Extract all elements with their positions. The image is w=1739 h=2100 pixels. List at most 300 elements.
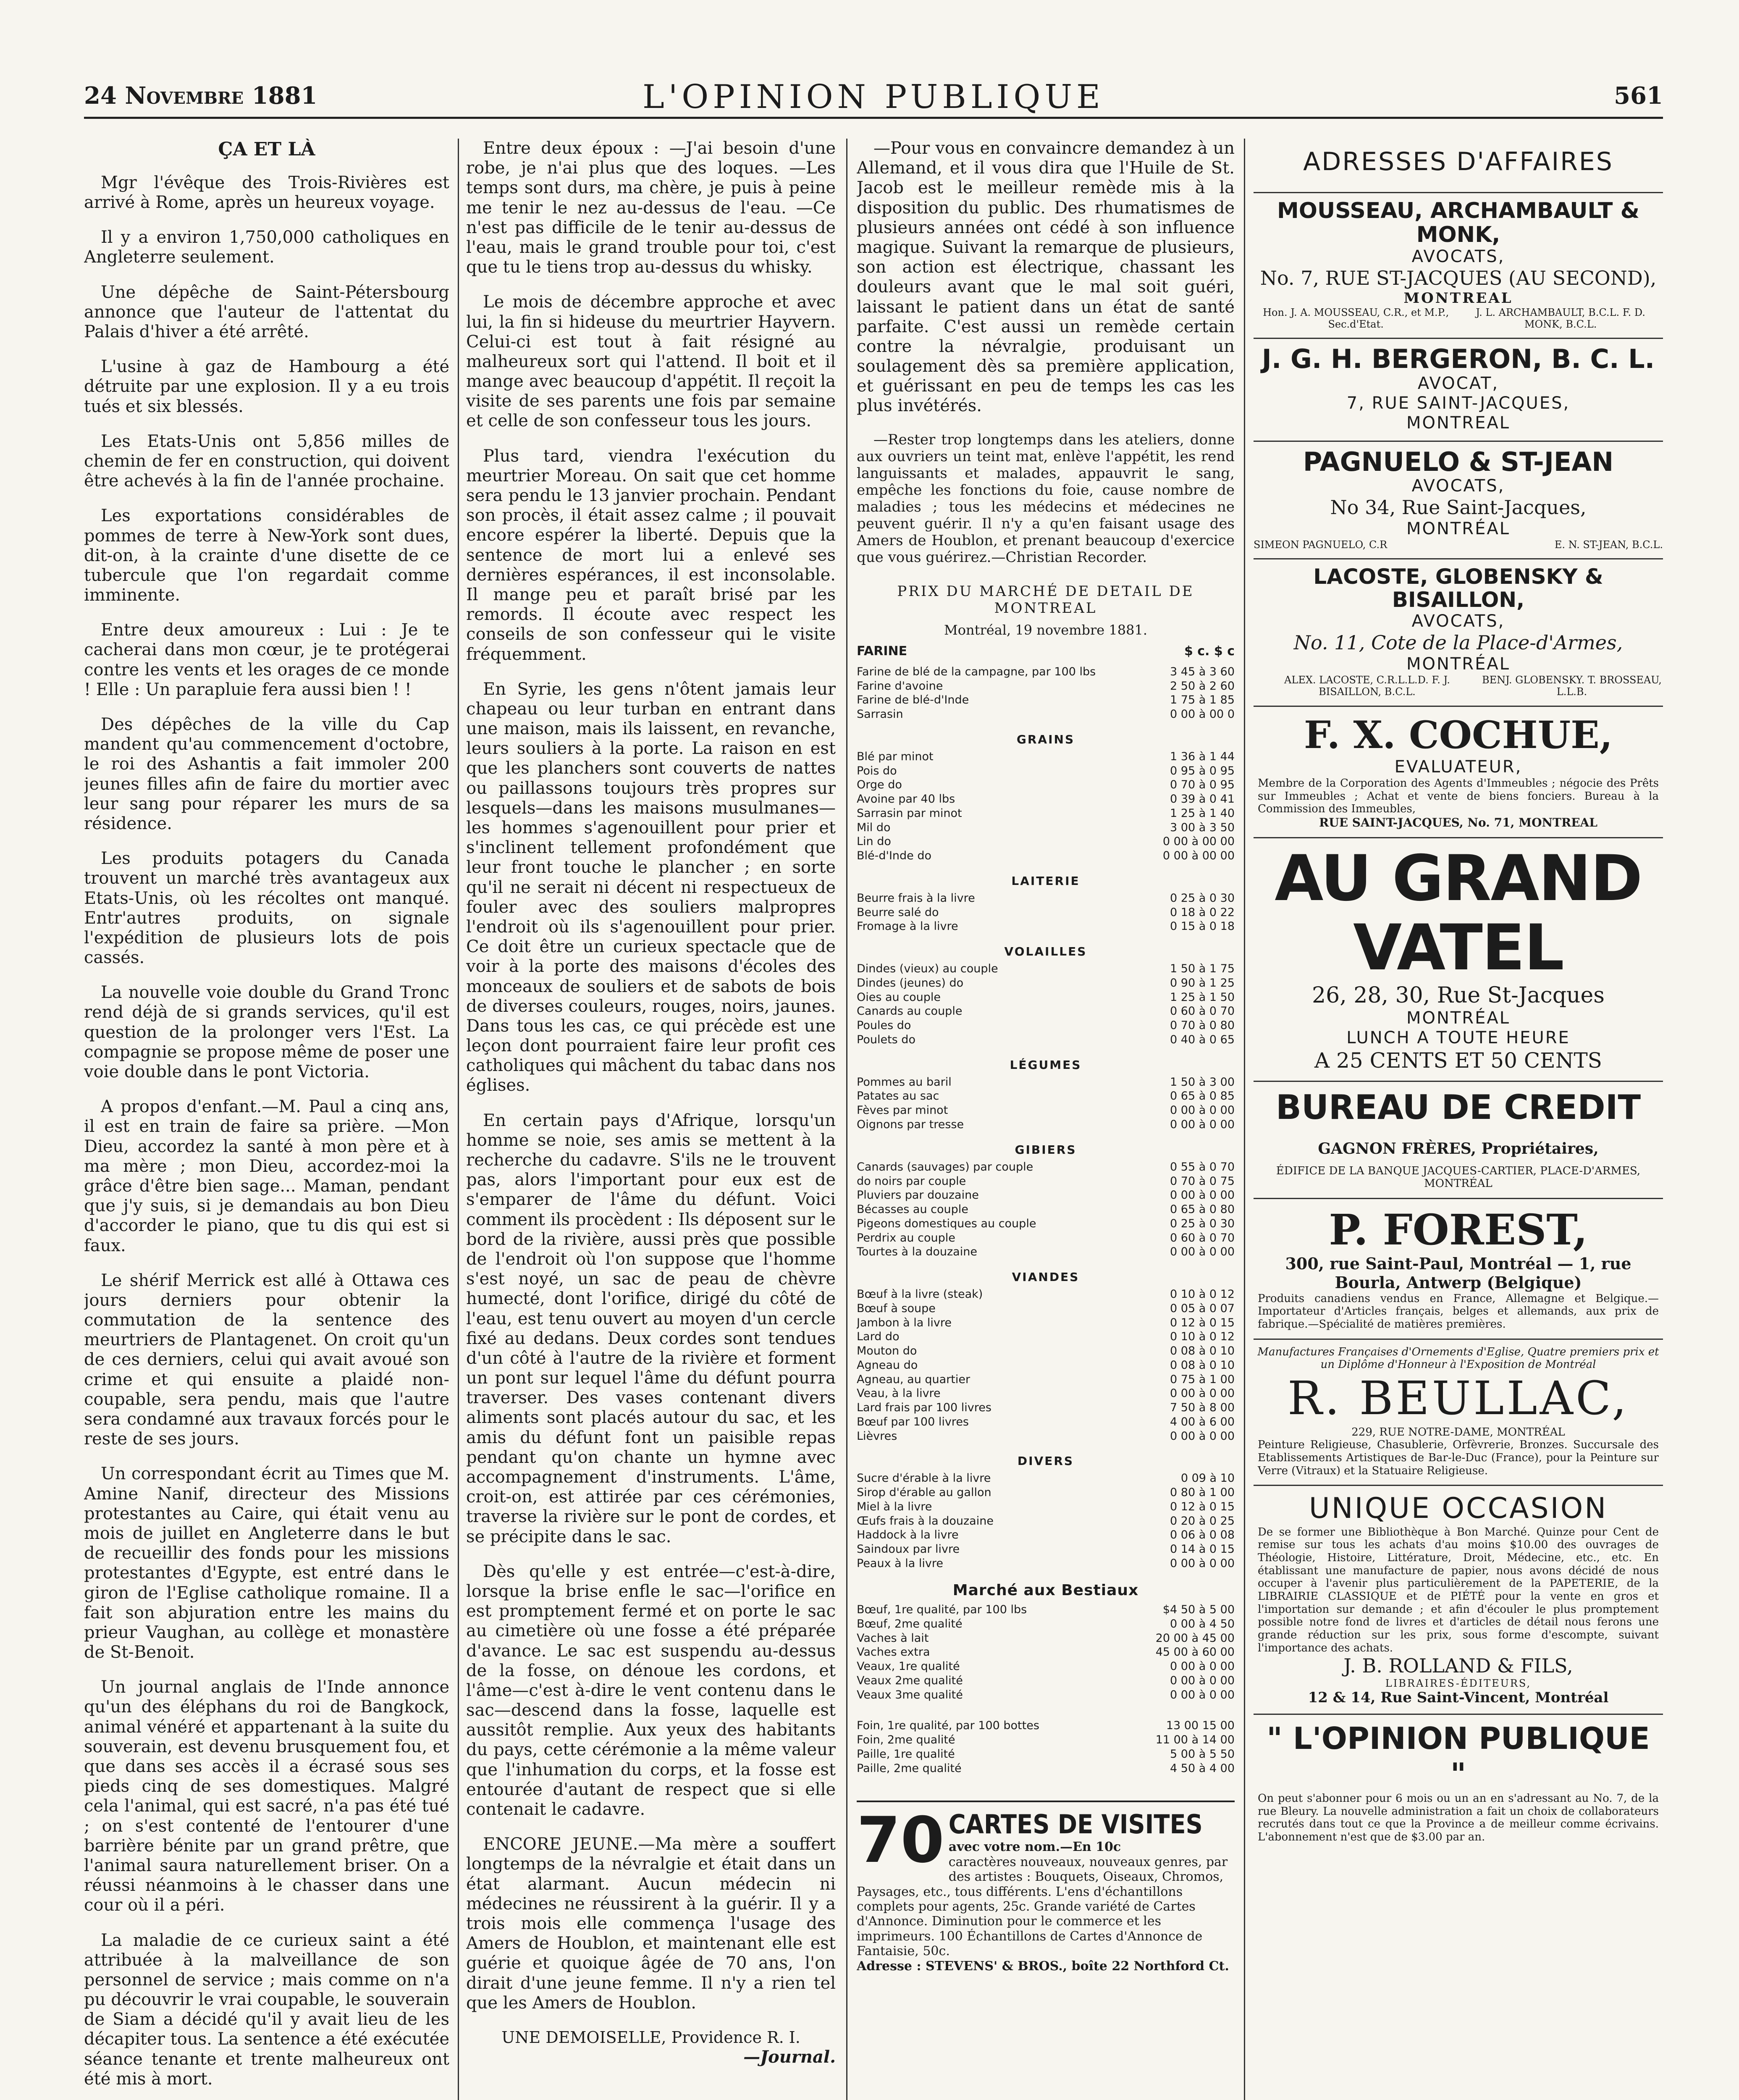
price-value: 0 00 à 0 00: [1170, 1118, 1235, 1131]
price-value: 0 00 à 0 00: [1170, 1387, 1235, 1400]
price-row: [857, 1330, 1235, 1344]
ad-address: 7, RUE SAINT-JACQUES,: [1346, 393, 1570, 413]
price-value: 0 15 à 0 18: [1170, 920, 1235, 933]
price-item: Fromage à la livre: [857, 920, 958, 933]
ad-name: MOUSSEAU, ARCHAMBAULT & MONK,: [1277, 198, 1639, 247]
price-item: Lin do: [857, 835, 891, 848]
masthead: [84, 78, 1663, 116]
ad-name: " L'OPINION PUBLIQUE ": [1267, 1721, 1650, 1792]
price-row: [857, 1415, 1235, 1429]
price-row: [857, 1645, 1235, 1659]
ad-cochue: [1254, 707, 1663, 838]
ad-city: MONTRÉAL: [1406, 519, 1511, 538]
price-item: Pluviers par douzaine: [857, 1189, 979, 1202]
ad-city: MONTRÉAL: [1406, 1008, 1511, 1028]
ad-partners-right: E. N. ST-JEAN, B.C.L.: [1554, 538, 1663, 551]
price-value: 0 80 à 1 00: [1170, 1486, 1235, 1499]
price-row: [857, 1528, 1235, 1542]
price-item: Canards au couple: [857, 1005, 963, 1018]
price-row: [857, 1118, 1235, 1132]
price-row: [857, 1386, 1235, 1401]
price-row: [857, 693, 1235, 707]
grains-heading: GRAINS: [1016, 732, 1075, 746]
price-item: Pois do: [857, 764, 897, 777]
viandes-heading: VIANDES: [1012, 1270, 1080, 1284]
news-item: Un journal anglais de l'Inde annonce qu'un des éléphans du roi de Bangkock, animal vénéré et appartenant à la suite du souverain, est devenu brusquement fou, et que dans ses accès il a écrasé sous ses pieds cinq de ses domestiques. Malgré cela l'animal, qui est sacré, n'a pas été tué ; on s'est contenté de l'entourer d'une barrière bénite par un grand prêtre, que l'animal saura naturellement briser. On a réussi néanmoins à le chasser dans une cour où il a péri.: [84, 1677, 449, 1915]
ad-name: BUREAU DE CREDIT: [1275, 1087, 1641, 1127]
price-value: 0 00 à 0 00: [1170, 1557, 1235, 1570]
price-item: Paille, 2me qualité: [857, 1761, 962, 1775]
price-value: 20 00 à 45 00: [1155, 1631, 1235, 1645]
ad-body: On peut s'abonner pour 6 mois ou un an en s'adressant au No. 7, de la rue Bleury. La nouvelle administration a fait un choix de collaborateurs recrutés dans tout ce que la Province a de meilleur comme écrivains. L'abonnement n'est que de $3.00 par an.: [1258, 1792, 1659, 1843]
price-value: 0 25 à 0 30: [1170, 1217, 1235, 1230]
legumes-table: [857, 1075, 1235, 1132]
news-item: La maladie de ce curieux saint a été attribuée à la malveillance de son personnel de service ; mais comme on n'a pu découvrir le vrai coupable, le souverain de Siam a décidé qu'il y avait lieu de les décapiter tous. La sentence a été exécutée séance tenante et trente malheureux ont été mis à mort.: [84, 1930, 449, 2089]
testimonial-signature: UNE DEMOISELLE, Providence R. I.: [501, 2028, 800, 2047]
price-value: 0 06 à 0 08: [1170, 1528, 1235, 1542]
ad-address: No. 7, RUE ST-JACQUES (AU SECOND),: [1260, 267, 1657, 290]
price-row: [857, 1174, 1235, 1189]
cartes-body: caractères nouveaux, nouveaux genres, par des artistes : Bouquets, Oiseaux, Chromos, Paysages, etc., tous différents. L'ens d'échantillons complets pour agents, 25c. Grande variété de Cartes d'Annonce. Diminution pour le commerce et les imprimeurs. 100 Échantillons de Cartes d'Annonce de Fantaisie, 50c.: [857, 1854, 1228, 1959]
ad-role: AVOCATS,: [1411, 612, 1505, 631]
price-item: Jambon à la livre: [857, 1316, 952, 1329]
ad-price: A 25 CENTS ET 50 CENTS: [1314, 1048, 1602, 1073]
price-row: [857, 1202, 1235, 1217]
news-item: Le mois de décembre approche et avec lui, la fin si hideuse du meurtrier Hayvern. Celui-ci est tout à fait résigné au malheureux sort qui l'attend. Il boit et il mange avec beaucoup d'appétit. Il reçoit la visite de ses parents une fois par semaine et celle de son confesseur tous les jours.: [466, 292, 836, 431]
price-item: Veau, à la livre: [857, 1387, 941, 1400]
news-item: —Rester trop longtemps dans les ateliers, donne aux ouvriers un teint mat, enlève l'appétit, les rend languissants et malades, appauvrit le sang, empêche les fonctions du foie, cause nombre de maladies ; tous les médecins et médecines ne peuvent guérir. Il n'y a qu'en faisant usage des Amers de Houblon, et prenant beaucoup d'exercice que vous guérirez.—Christian Recorder.: [857, 431, 1235, 566]
price-item: Œufs frais à la douzaine: [857, 1514, 994, 1528]
divers-heading: DIVERS: [1017, 1454, 1074, 1468]
price-value: 0 40 à 0 65: [1170, 1033, 1235, 1046]
price-value: 0 65 à 0 80: [1170, 1203, 1235, 1216]
ad-name: J. G. H. BERGERON, B. C. L.: [1262, 344, 1655, 375]
price-row: [857, 707, 1235, 722]
price-row: [857, 1004, 1235, 1018]
news-item: Plus tard, viendra l'exécution du meurtrier Moreau. On sait que cet homme sera pendu le 13 janvier prochain. Pendant son procès, il était assez calme ; il pouvait encore espérer la liberté. Depuis que la sentence de mort lui a enlevé ses dernières espérances, il est inconsolable. Il mange peu et paraît brisé par les remords. Il écoute avec respect les conseils de son confesseur qui le visite fréquemment.: [466, 446, 836, 664]
price-row: [857, 764, 1235, 778]
price-item: Sirop d'érable au gallon: [857, 1486, 991, 1499]
price-item: Bœuf, 1re qualité, par 100 lbs: [857, 1603, 1027, 1617]
ad-name: AU GRAND VATEL: [1275, 842, 1642, 984]
farine-header: [857, 644, 1235, 659]
price-row: [857, 906, 1235, 920]
price-value: 0 00 à 0 00: [1170, 1674, 1235, 1687]
price-value: 0 70 à 0 75: [1170, 1174, 1235, 1188]
news-item: Les exportations considérables de pommes de terre à New-York sont dues, dit-on, à la crainte d'une disette de ce tubercule que l'on regardait comme imminente.: [84, 506, 449, 605]
price-value: 0 12 à 0 15: [1170, 1316, 1235, 1329]
price-item: Avoine par 40 lbs: [857, 793, 955, 806]
price-value: 0 39 à 0 41: [1170, 793, 1235, 806]
cartes-side-note: avec votre nom.—En 10c: [948, 1840, 1121, 1855]
currency-header: $ c. $ c: [1184, 644, 1235, 659]
ad-bureau-credit: [1254, 1082, 1663, 1199]
market-prices-title: PRIX DU MARCHÉ DE DETAIL DE MONTREAL: [897, 583, 1194, 617]
price-value: 0 90 à 1 25: [1170, 976, 1235, 990]
news-item: Un correspondant écrit au Times que M. Amine Nanif, directeur des Missions protestantes au Caire, qui était venu au mois de juillet en Angleterre dans le but de recueillir des fonds pour les missions protestantes d'Egypte, est entré dans le giron de l'Eglise catholique romaine. Il a fait son abjuration entre les mains du prieur Vaughan, au collège et monastère de St-Benoit.: [84, 1464, 449, 1662]
price-item: Mil do: [857, 821, 891, 834]
price-value: 1 36 à 1 44: [1170, 750, 1235, 763]
column-4-business-directory: [1254, 139, 1663, 2100]
price-item: Patates au sac: [857, 1089, 939, 1103]
news-item: Entre deux amoureux : Lui : Je te cacherai dans mon cœur, je te protégerai contre les vents et les orages de ce monde ! Elle : Un parapluie fera aussi bien ! !: [84, 620, 449, 699]
ad-role: AVOCATS,: [1411, 476, 1505, 496]
price-value: 7 50 à 8 00: [1170, 1401, 1235, 1415]
newspaper-title: L'OPINION PUBLIQUE: [643, 78, 1104, 116]
price-value: 0 00 à 4 50: [1170, 1617, 1235, 1630]
price-item: Poulets do: [857, 1033, 915, 1046]
price-value: 1 75 à 1 85: [1170, 693, 1235, 707]
price-item: Bécasses au couple: [857, 1203, 968, 1216]
news-item: En certain pays d'Afrique, lorsqu'un homme se noie, ses amis se mettent à la recherche du cadavre. S'ils ne le trouvent pas, alors l'important pour eux est de s'emparer de l'âme du défunt. Voici comment ils procèdent : Ils déposent sur le bord de la rivière, aussi près que possible de l'endroit où l'on suppose que l'homme s'est noyé, un sac de peau de chèvre humecté, dont l'orifice, dirigé du côté de l'eau, est tenu ouvert au moyen d'un cercle fixé au dedans. Deux cordes sont tendues d'un côté à l'autre de la rivière et forment un pont sur lequel l'âme du défunt pourra traverser. Des vases contenant divers aliments sont placés autour du sac, et les amis du défunt font un paisible repas pendant qu'on chante un hymne avec accompagnement d'instruments. L'âme, croit-on, est attirée par ces cérémonies, traverse la rivière sur le pont de cordes, et se précipite dans le sac.: [466, 1110, 836, 1546]
laiterie-heading: LAITERIE: [1011, 874, 1080, 888]
price-item: Sarrasin par minot: [857, 806, 962, 820]
price-row: [857, 1373, 1235, 1387]
ad-city: MONTREAL: [1403, 289, 1513, 307]
price-item: Sucre d'érable à la livre: [857, 1472, 991, 1485]
price-item: Pigeons domestiques au couple: [857, 1217, 1036, 1230]
price-item: Farine d'avoine: [857, 679, 943, 693]
cartes-de-visites-ad: [857, 1801, 1235, 1974]
price-row: [857, 1659, 1235, 1674]
price-row: [857, 1514, 1235, 1528]
price-row: [857, 891, 1235, 906]
issue-date: 24 Novembre 1881: [84, 82, 317, 110]
price-row: [857, 1033, 1235, 1047]
price-row: [857, 1617, 1235, 1631]
price-value: 0 12 à 0 15: [1170, 1500, 1235, 1513]
ad-lunch: LUNCH A TOUTE HEURE: [1346, 1028, 1570, 1048]
ad-proprietors: GAGNON FRÈRES, Propriétaires,: [1318, 1140, 1599, 1158]
price-item: Dindes (jeunes) do: [857, 976, 964, 990]
price-item: Bœuf à soupe: [857, 1302, 936, 1315]
ad-forest: [1254, 1199, 1663, 1340]
price-item: Foin, 2me qualité: [857, 1733, 955, 1747]
price-value: $4 50 à 5 00: [1162, 1603, 1235, 1617]
news-item: Mgr l'évêque des Trois-Rivières est arrivé à Rome, après un heureux voyage.: [84, 173, 449, 213]
price-item: Lard frais par 100 livres: [857, 1401, 991, 1415]
cartes-number: 70: [857, 1804, 944, 1877]
news-item: Entre deux époux : —J'ai besoin d'une robe, je n'ai plus que des loques. —Les temps sont durs, ma chère, je puis à peine me tenir le nez au-dessus de l'eau. —Ce n'est pas difficile de le tenir au-dessus de l'eau, mais le grand trouble pour toi, c'est que tu le tiens trop au-dessus du whisky.: [466, 139, 836, 277]
price-row: [857, 962, 1235, 976]
price-value: 1 50 à 3 00: [1170, 1075, 1235, 1089]
price-value: 0 55 à 0 70: [1170, 1160, 1235, 1173]
gibiers-heading: GIBIERS: [1015, 1142, 1077, 1157]
price-value: 0 00 à 00 00: [1162, 849, 1235, 863]
news-item: La nouvelle voie double du Grand Tronc rend déjà de si grands services, qu'il est question de la prolonger vers l'Est. La compagnie se propose même de poser une voie double dans le pont Victoria.: [84, 983, 449, 1082]
price-item: Tourtes à la douzaine: [857, 1245, 977, 1259]
price-row: [857, 1747, 1235, 1761]
price-item: Beurre salé do: [857, 906, 939, 919]
price-row: [857, 1160, 1235, 1174]
price-row: [857, 778, 1235, 792]
news-item: Les Etats-Unis ont 5,856 milles de chemin de fer en construction, qui doivent être achevés à la fin de l'année prochaine.: [84, 431, 449, 491]
price-item: Saindoux par livre: [857, 1543, 960, 1556]
bestiaux-heading: Marché aux Bestiaux: [952, 1581, 1139, 1599]
price-value: 0 05 à 0 07: [1170, 1302, 1235, 1315]
price-row: [857, 919, 1235, 934]
price-row: [857, 1557, 1235, 1571]
ad-beullac: [1254, 1340, 1663, 1486]
price-row: [857, 835, 1235, 849]
price-item: Miel à la livre: [857, 1500, 932, 1513]
price-value: 4 50 à 4 00: [1170, 1761, 1235, 1775]
price-value: 0 75 à 1 00: [1170, 1373, 1235, 1386]
price-item: Oies au couple: [857, 990, 941, 1004]
price-value: 2 50 à 2 60: [1170, 679, 1235, 693]
price-row: [857, 1287, 1235, 1302]
ad-role: LIBRAIRES-ÉDITEURS,: [1385, 1677, 1532, 1689]
ad-partners-left: SIMEON PAGNUELO, C.R: [1254, 538, 1388, 551]
price-row: [857, 665, 1235, 679]
price-item: Blé par minot: [857, 750, 934, 763]
page-number: 561: [1614, 82, 1663, 110]
price-item: Peaux à la livre: [857, 1557, 944, 1570]
price-item: Canards (sauvages) par couple: [857, 1160, 1033, 1173]
price-item: Veaux, 1re qualité: [857, 1660, 960, 1673]
ad-lacoste: [1254, 559, 1663, 706]
ad-city: MONTREAL: [1406, 413, 1511, 433]
price-row: [857, 806, 1235, 821]
volailles-table: [857, 962, 1235, 1047]
price-value: 3 45 à 3 60: [1170, 665, 1235, 678]
news-item: Des dépêches de la ville du Cap mandent qu'au commencement d'octobre, le roi des Ashantis a fait immoler 200 jeunes filles afin de faire du mortier avec leur sang pour réparer les murs de sa résidence.: [84, 715, 449, 833]
price-value: 0 00 à 0 00: [1170, 1104, 1235, 1117]
ad-address: ÉDIFICE DE LA BANQUE JACQUES-CARTIER, PLACE-D'ARMES, MONTRÉAL: [1276, 1164, 1641, 1190]
volailles-heading: VOLAILLES: [1004, 945, 1087, 959]
price-row: [857, 1245, 1235, 1259]
price-item: Foin, 1re qualité, par 100 bottes: [857, 1719, 1039, 1732]
price-value: 0 60 à 0 70: [1170, 1005, 1235, 1018]
price-row: [857, 1302, 1235, 1316]
price-row: [857, 1631, 1235, 1646]
farine-label: FARINE: [857, 644, 908, 659]
ad-partners: [1254, 674, 1663, 698]
ad-address: 229, RUE NOTRE-DAME, MONTRÉAL: [1351, 1425, 1565, 1438]
price-item: Farine de blé de la campagne, par 100 lbs: [857, 665, 1096, 678]
news-item: —Pour vous en convaincre demandez à un Allemand, et il vous dira que l'Huile de St. Jacob est le meilleur remède mis à la disposition du public. Des rhumatismes de plusieurs années ont cédé à son influence magique. Suivant la remarque de plusieurs, son action est électrique, chassant les douleurs avant que le mal soit guéri, laissant le patient dans un état de santé parfaite. C'est aussi un remède certain contre la névralgie, produisant un soulagement dès sa première application, et guérissant en peu de temps les cas les plus invétérés.: [857, 139, 1235, 416]
price-item: Bœuf par 100 livres: [857, 1415, 969, 1428]
ad-body: De se former une Bibliothèque à Bon Marché. Quinze pour Cent de remise sur tous les achats d'au moins $10.00 des ouvrages de Théologie, Histoire, Littérature, Droit, Médecine, etc., etc. En établissant une manufacture de papier, nous avons décidé de nous occuper à l'avenir plus particulièrement de la PAPETERIE, de la LIBRAIRIE CLASSIQUE et de PIÉTÉ pour la vente en gros et l'importation sur demande ; et afin d'écouler le plus promptement possible notre fond de livres et d'articles de détail nous ferons une grande réduction sur les prix, sous forme d'escompte, suivant l'importance des achats.: [1258, 1525, 1659, 1654]
price-value: 0 65 à 0 85: [1170, 1089, 1235, 1103]
price-item: Veaux 2me qualité: [857, 1674, 963, 1687]
price-value: 0 10 à 0 12: [1170, 1330, 1235, 1344]
ad-pagnuelo: [1254, 442, 1663, 559]
price-value: 0 20 à 0 25: [1170, 1514, 1235, 1528]
price-row: [857, 821, 1235, 835]
news-item: Le shérif Merrick est allé à Ottawa ces jours derniers pour obtenir la commutation de la sentence des meurtriers de Plantagenet. On croit qu'un de ces derniers, celui qui avait avoué son crime et qui ensuite a plaidé non-coupable, sera pendu, mais que l'autre sera condamné aux travaux forcés pour le reste de ses jours.: [84, 1270, 449, 1449]
price-item: Pommes au baril: [857, 1075, 952, 1089]
price-row: [857, 1344, 1235, 1358]
price-value: 0 00 à 0 00: [1170, 1245, 1235, 1259]
price-item: Vaches à lait: [857, 1631, 929, 1645]
legumes-heading: LÉGUMES: [1010, 1058, 1082, 1072]
price-row: [857, 1075, 1235, 1089]
price-row: [857, 976, 1235, 990]
grains-table: [857, 750, 1235, 863]
price-item: Dindes (vieux) au couple: [857, 962, 998, 976]
price-row: [857, 1316, 1235, 1330]
news-item: Dès qu'elle y est entrée—c'est-à-dire, lorsque la brise enfle le sac—l'orifice en est promptement fermé et on porte le sac au cimetière où une fosse a été préparée d'avance. Le sac est suspendu au-dessus de la fosse, on dénoue les cordons, et l'âme—c'est à-dire le vent contenu dans le sac—descend dans la fosse, laquelle est aussitôt remplie. Aux yeux des habitants du pays, cette cérémonie a la même valeur que l'inhumation du corps, et la fosse est entourée d'autant de respect que si elle contenait le cadavre.: [466, 1562, 836, 1819]
price-item: Bœuf à la livre (steak): [857, 1288, 983, 1301]
price-value: 0 00 à 00 0: [1170, 708, 1235, 721]
price-value: 0 00 à 0 00: [1170, 1189, 1235, 1202]
price-row: [857, 1103, 1235, 1118]
news-item: L'usine à gaz de Hambourg a été détruite par une explosion. Il y a eu trois tués et six blessés.: [84, 357, 449, 416]
ad-address: No 34, Rue Saint-Jacques,: [1330, 496, 1587, 519]
ad-address: 12 & 14, Rue Saint-Vincent, Montréal: [1308, 1689, 1609, 1706]
ad-name: R. BEULLAC,: [1287, 1371, 1629, 1425]
column-divider: [846, 139, 847, 2100]
price-value: 0 95 à 0 95: [1170, 764, 1235, 777]
price-value: 0 60 à 0 70: [1170, 1231, 1235, 1244]
ad-partners-right: BENJ. GLOBENSKY. T. BROSSEAU, L.L.B.: [1482, 674, 1662, 698]
ad-role: EVALUATEUR,: [1394, 757, 1522, 777]
price-value: 0 70 à 0 95: [1170, 778, 1235, 792]
price-row: [857, 1231, 1235, 1245]
farine-table: [857, 665, 1235, 722]
price-value: 0 09 à 10: [1180, 1472, 1235, 1485]
price-item: do noirs par couple: [857, 1174, 966, 1188]
price-row: [857, 1733, 1235, 1747]
price-item: Blé-d'Inde do: [857, 849, 932, 863]
price-row: [857, 1089, 1235, 1103]
ad-partners-right: J. L. ARCHAMBAULT, B.C.L. F. D. MONK, B.C.L.: [1476, 306, 1645, 331]
price-row: [857, 1674, 1235, 1688]
cartes-title: CARTES DE VISITES: [948, 1809, 1203, 1840]
column-divider: [1244, 139, 1245, 2100]
ad-opinion-publique: [1254, 1715, 1663, 1851]
section-heading: ÇA ET LÀ: [218, 139, 315, 160]
news-item: En Syrie, les gens n'ôtent jamais leur chapeau ou leur turban en entrant dans une maison, mais ils laissent, en revanche, leurs souliers à la porte. La raison en est que les planchers sont couverts de nattes ou paillassons toujours très propres sur lesquels—dans les maisons musulmanes—les hommes s'agenouillent pour prier et s'inclinent tellement profondément que leur front touche le plancher ; en sorte qu'il ne serait ni décent ni respectueux de fouler avec des souliers malpropres l'endroit où ils s'agenouillent pour prier. Ce doit être un curieux spectacle que de voir à la porte des maisons d'écoles des monceaux de souliers et de sabots de bois de diverses couleurs, rouges, noirs, jaunes. Dans tous les cas, ce qui précède est une leçon dont pourraient faire leur profit ces catholiques qui mâchent du tabac dans nos églises.: [466, 679, 836, 1095]
price-item: Poules do: [857, 1019, 911, 1032]
column-2: [466, 139, 836, 2100]
price-row: [857, 1603, 1235, 1617]
ad-mousseau: [1254, 193, 1663, 339]
price-row: [857, 679, 1235, 693]
price-value: 0 00 à 00 00: [1162, 835, 1235, 848]
ad-address: 26, 28, 30, Rue St-Jacques: [1312, 982, 1605, 1008]
price-row: [857, 1500, 1235, 1514]
ad-body: Produits canadiens vendus en France, Allemagne et Belgique.—Importateur d'Articles français, belges et allemands, aux prix de fabrique.—Spécialité de matières premières.: [1258, 1292, 1659, 1331]
ad-body: Membre de la Corporation des Agents d'Immeubles ; négocie des Prêts sur Immeubles ; Achat et vente de biens fonciers. Bureau à la Commission des Immeubles,: [1258, 777, 1659, 816]
price-row: [857, 1358, 1235, 1373]
price-value: 0 00 à 0 00: [1170, 1688, 1235, 1701]
ad-address: 300, rue Saint-Paul, Montréal — 1, rue Bourla, Antwerp (Belgique): [1285, 1254, 1631, 1292]
testimonial-source: —Journal.: [743, 2047, 836, 2067]
ad-preamble: Manufactures Françaises d'Ornements d'Eglise, Quatre premiers prix et un Diplôme d'Honneur à l'Exposition de Montréal: [1257, 1345, 1659, 1371]
news-item: Les produits potagers du Canada trouvent un marché très avantageux aux Etats-Unis, où les récoltes ont manqué. Entr'autres produits, on signale l'expédition de plusieurs lots de pois cassés.: [84, 849, 449, 968]
ad-role: AVOCAT,: [1417, 373, 1499, 393]
price-row: [857, 792, 1235, 806]
ad-body: Peinture Religieuse, Chasublerie, Orfèvrerie, Bronzes. Succursale des Etablissements Artistiques de Bar-le-Duc (France), pour la Peinture sur Verre (Vitraux) et la Statuaire Religieuse.: [1258, 1438, 1659, 1477]
price-row: [857, 1719, 1235, 1733]
price-value: 0 14 à 0 15: [1170, 1543, 1235, 1556]
price-row: [857, 1018, 1235, 1033]
price-value: 0 00 à 0 00: [1170, 1660, 1235, 1673]
price-row: [857, 1401, 1235, 1415]
gibiers-table: [857, 1160, 1235, 1259]
price-row: [857, 1486, 1235, 1500]
column-1: [84, 139, 449, 2100]
column-divider: [458, 139, 459, 2100]
price-item: Mouton do: [857, 1344, 917, 1358]
ad-address: No. 11, Cote de la Place-d'Armes,: [1293, 631, 1623, 654]
price-item: Haddock à la livre: [857, 1528, 959, 1542]
price-row: [857, 1188, 1235, 1202]
price-row: [857, 1688, 1235, 1702]
price-item: Paille, 1re qualité: [857, 1747, 955, 1761]
price-value: 5 00 à 5 50: [1170, 1747, 1235, 1761]
price-value: 11 00 à 14 00: [1155, 1733, 1235, 1747]
bestiaux-table: [857, 1603, 1235, 1702]
ad-partners-left: ALEX. LACOSTE, C.R.L.L.D. F. J. BISAILLON, B.C.L.: [1284, 674, 1450, 698]
ad-name: LACOSTE, GLOBENSKY & BISAILLON,: [1313, 564, 1603, 612]
header-rule: [84, 117, 1663, 119]
price-row: [857, 1542, 1235, 1557]
price-value: 0 08 à 0 10: [1170, 1344, 1235, 1358]
ad-city: MONTRÉAL: [1406, 654, 1511, 674]
news-item: A propos d'enfant.—M. Paul a cinq ans, il est en train de faire sa prière. —Mon Dieu, accordez la santé à mon père et à ma mère ; mon Dieu, accordez-moi la grâce d'être bien sage... Maman, pendant que j'y suis, si je demandais au bon Dieu d'accorder le piano, que tu dis qui est si faux.: [84, 1097, 449, 1255]
directory-title: ADRESSES D'AFFAIRES: [1254, 139, 1663, 193]
ad-bergeron: [1254, 339, 1663, 442]
price-row: [857, 750, 1235, 764]
ad-name: UNIQUE OCCASION: [1309, 1492, 1608, 1525]
price-row: [857, 849, 1235, 863]
ad-unique-occasion: [1254, 1486, 1663, 1715]
price-item: Perdrix au couple: [857, 1231, 955, 1244]
price-item: Beurre frais à la livre: [857, 891, 975, 905]
foin-table: [857, 1719, 1235, 1775]
price-item: Bœuf, 2me qualité: [857, 1617, 963, 1630]
price-value: 3 00 à 3 50: [1170, 821, 1235, 834]
viandes-table: [857, 1287, 1235, 1443]
price-item: Agneau do: [857, 1358, 918, 1372]
price-value: 45 00 à 60 00: [1155, 1646, 1235, 1659]
price-item: Lièvres: [857, 1429, 897, 1443]
market-date: Montréal, 19 novembre 1881.: [944, 622, 1147, 638]
price-row: [857, 990, 1235, 1005]
ad-name: F. X. COCHUE,: [1304, 712, 1613, 757]
ad-name: P. FOREST,: [1329, 1205, 1588, 1255]
price-item: Orge do: [857, 778, 902, 792]
price-value: 4 00 à 6 00: [1170, 1415, 1235, 1428]
price-value: 13 00 15 00: [1166, 1719, 1235, 1732]
price-item: Sarrasin: [857, 708, 903, 721]
ad-role: AVOCATS,: [1411, 247, 1505, 267]
price-value: 0 18 à 0 22: [1170, 906, 1235, 919]
ad-partners-left: Hon. J. A. MOUSSEAU, C.R., et M.P., Sec.d'Etat.: [1263, 306, 1449, 331]
price-item: Farine de blé-d'Inde: [857, 693, 969, 707]
price-value: 0 08 à 0 10: [1170, 1358, 1235, 1372]
divers-table: [857, 1471, 1235, 1570]
ad-partners: [1254, 539, 1663, 551]
price-value: 0 00 à 0 00: [1170, 1429, 1235, 1443]
news-item: Il y a environ 1,750,000 catholiques en Angleterre seulement.: [84, 228, 449, 267]
price-item: Veaux 3me qualité: [857, 1688, 963, 1701]
price-value: 1 25 à 1 50: [1170, 990, 1235, 1004]
price-row: [857, 1429, 1235, 1444]
price-value: 0 70 à 0 80: [1170, 1019, 1235, 1032]
ad-firm: J. B. ROLLAND & FILS,: [1343, 1654, 1573, 1677]
ad-grand-vatel: [1254, 838, 1663, 1082]
price-value: 0 10 à 0 12: [1170, 1288, 1235, 1301]
ad-address: RUE SAINT-JACQUES, No. 71, MONTREAL: [1319, 815, 1597, 830]
news-item: ENCORE JEUNE.—Ma mère a souffert longtemps de la névralgie et était dans un état alarmant. Aucun médecin ni médecines ne réussirent à la guérir. Il y a trois mois elle commença l'usage des Amers de Houblon, et maintenant elle est guérie et quoique âgée de 70 ans, l'on dirait d'une jeune femme. Il n'y a rien tel que les Amers de Houblon.: [466, 1835, 836, 2013]
price-value: 0 25 à 0 30: [1170, 891, 1235, 905]
price-row: [857, 1761, 1235, 1776]
price-item: Lard do: [857, 1330, 900, 1344]
